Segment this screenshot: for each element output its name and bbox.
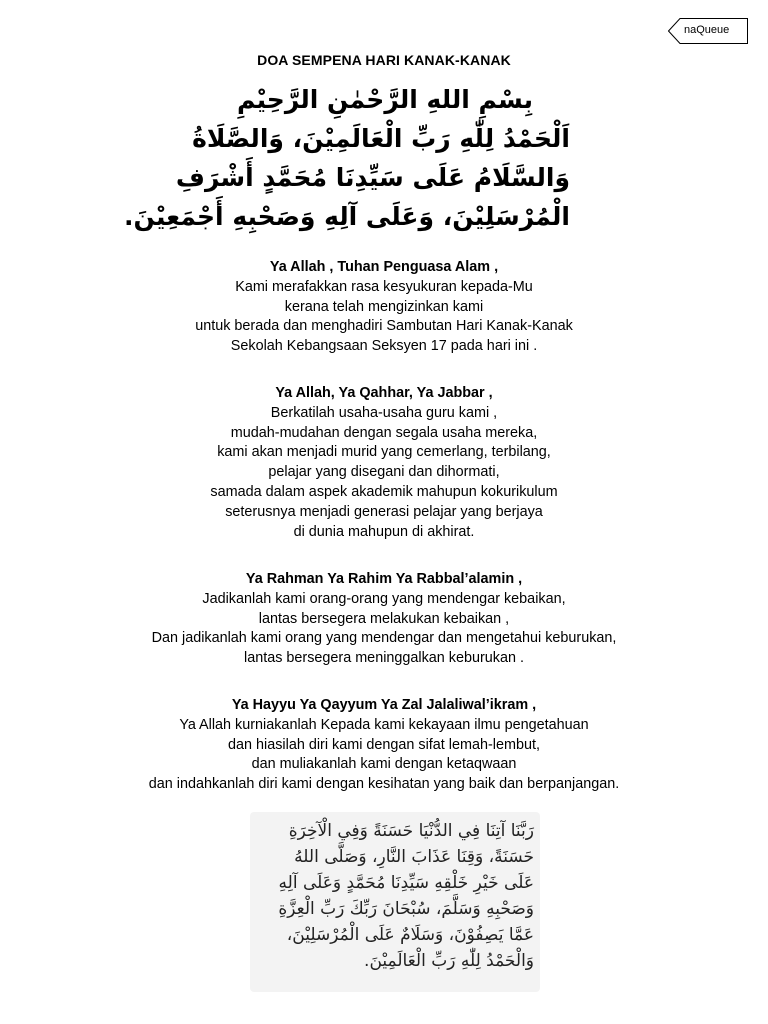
prayer-section-1 bbox=[0, 258, 768, 357]
arabic-closing-line: وَصَحْبِهِ وَسَلَّمَ، سُبْحَانَ رَبِّكَ رَبِّ الْعِزَّةِ bbox=[278, 899, 534, 919]
section-line: untuk berada dan menghadiri Sambutan Hari Kanak-Kanak bbox=[195, 318, 573, 335]
section-heading: Ya Rahman Ya Rahim Ya Rabbal’alamin , bbox=[245, 571, 523, 587]
section-line: kami akan menjadi murid yang cemerlang, terbilang, bbox=[217, 444, 551, 461]
arabic-opening-line: الْمُرْسَلِيْنَ، وَعَلَى آلِهِ وَصَحْبِهِ أَجْمَعِيْنَ. bbox=[123, 202, 570, 231]
section-line: Sekolah Kebangsaan Seksyen 17 pada hari ini . bbox=[230, 338, 538, 355]
section-line: Kami merafakkan rasa kesyukuran kepada-Mu bbox=[235, 278, 533, 295]
page-title: DOA SEMPENA HARI KANAK-KANAK bbox=[257, 52, 511, 68]
arabic-closing-prayer bbox=[250, 812, 540, 992]
section-line: lantas bersegera melakukan kebaikan , bbox=[258, 610, 510, 627]
section-line: lantas bersegera meninggalkan keburukan . bbox=[244, 650, 524, 667]
section-heading: Ya Allah , Tuhan Penguasa Alam , bbox=[269, 259, 499, 275]
arabic-closing-line: عَلَى خَيْرِ خَلْقِهِ سَيِّدِنَا مُحَمَّدٍ وَعَلَى آلِهِ bbox=[278, 873, 534, 893]
arabic-opening-line: وَالسَّلَامُ عَلَى سَيِّدِنَا مُحَمَّدٍ أَشْرَفِ bbox=[175, 163, 570, 192]
section-line: mudah-mudahan dengan segala usaha mereka, bbox=[230, 424, 538, 441]
section-line: dan muliakanlah kami dengan ketaqwaan bbox=[251, 756, 517, 773]
section-line: Dan jadikanlah kami orang yang mendengar dan mengetahui keburukan, bbox=[151, 630, 617, 647]
section-line: samada dalam aspek akademik mahupun kokurikulum bbox=[210, 483, 558, 500]
tag-label: naQueue bbox=[684, 24, 730, 36]
arabic-closing-line: حَسَنَةً، وَقِنَا عَذَابَ النَّارِ، وَصَلَّى اللهُ bbox=[294, 847, 534, 867]
section-line: dan indahkanlah diri kami dengan kesihatan yang baik dan berpanjangan. bbox=[148, 776, 620, 793]
section-line: Jadikanlah kami orang-orang yang mendengar kebaikan, bbox=[202, 590, 566, 607]
prayer-section-2 bbox=[0, 384, 768, 542]
prayer-section-3 bbox=[0, 570, 768, 669]
arabic-closing-line: عَمَّا يَصِفُوْنَ، وَسَلَامٌ عَلَى الْمُرْسَلِيْنَ، bbox=[286, 925, 534, 945]
arabic-closing-line: رَبَّنَا آتِنَا فِي الدُّنْيَا حَسَنَةً وَفِي الْآخِرَةِ bbox=[288, 821, 534, 841]
section-line: Ya Allah kurniakanlah Kepada kami kekayaan ilmu pengetahuan bbox=[179, 716, 589, 733]
section-line: Berkatilah usaha-usaha guru kami , bbox=[270, 404, 498, 421]
section-line: di dunia mahupun di akhirat. bbox=[293, 523, 475, 540]
section-heading: Ya Allah, Ya Qahhar, Ya Jabbar , bbox=[275, 385, 493, 401]
prayer-section-4 bbox=[0, 696, 768, 795]
arabic-opening-line: بِسْمِ اللهِ الرَّحْمٰنِ الرَّحِيْمِ bbox=[237, 85, 533, 114]
section-line: seterusnya menjadi generasi pelajar yang berjaya bbox=[225, 503, 543, 520]
arabic-closing-line: وَالْحَمْدُ لِلّٰهِ رَبِّ الْعَالَمِيْنَ. bbox=[364, 951, 534, 971]
section-heading: Ya Hayyu Ya Qayyum Ya Zal Jalaliwal’ikram , bbox=[231, 697, 537, 713]
section-line: dan hiasilah diri kami dengan sifat lemah-lembut, bbox=[228, 736, 540, 753]
section-line: pelajar yang disegani dan dihormati, bbox=[268, 464, 500, 481]
arabic-opening-line: اَلْحَمْدُ لِلّٰهِ رَبِّ الْعَالَمِيْنَ، وَالصَّلَاةُ bbox=[192, 124, 570, 153]
naqueue-tag[interactable] bbox=[668, 18, 748, 44]
arabic-opening-prayer bbox=[123, 80, 570, 236]
section-line: kerana telah mengizinkan kami bbox=[284, 298, 484, 315]
